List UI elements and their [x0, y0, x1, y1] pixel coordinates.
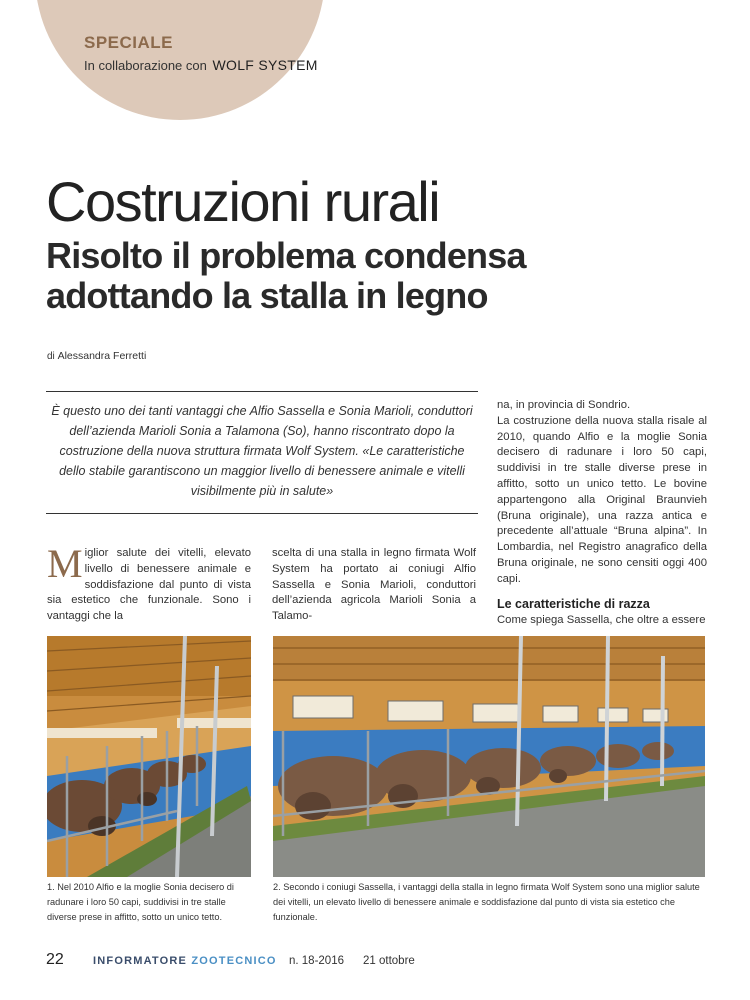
lead-paragraph: È questo uno dei tanti vantaggi che Alfio Sassella e Sonia Marioli, conduttori dell’azienda Marioli Sonia a Talamona (So), hanno riscontrato dopo la costruzione della nuova struttura firmata Wolf System. «Le caratteristiche dello stabile garantiscono un maggior livello di benessere animale e vitelli visibilmente più in salute»: [51, 404, 473, 498]
photo-barn-1: [47, 636, 251, 877]
drop-cap: M: [47, 541, 83, 586]
magazine-name: [93, 955, 277, 967]
page-number: 22: [46, 951, 64, 968]
collaboration-brand: WOLF SYSTEM: [212, 57, 318, 73]
issue-number: n. 18-2016: [289, 955, 344, 967]
body-column-3: [497, 398, 707, 628]
issue-date: 21 ottobre: [363, 955, 415, 967]
body-text-2: scelta di una stalla in legno firmata Wolf System ha portato ai coniugi Alfio Sassella e Sonia Marioli, conduttori dell’azienda agricola Marioli Sonia a Talamo-: [272, 547, 476, 623]
byline-prefix: di: [47, 351, 55, 362]
magazine-name-part1: INFORMATORE: [93, 955, 188, 967]
byline: [47, 350, 146, 362]
body-column-2: [272, 546, 476, 625]
article-title: Costruzioni rurali: [46, 170, 440, 233]
author-name: Alessandra Ferretti: [57, 350, 147, 362]
magazine-name-part2: ZOOTECNICO: [191, 955, 277, 967]
body-column-1: [47, 541, 251, 625]
body-text-1: iglior salute dei vitelli, elevato livello di benessere animale e soddisfazione dal punto di vista sia estetico che funzionale. Sono i vantaggi che la: [47, 547, 251, 623]
subheading: Le caratteristiche di razza: [497, 596, 650, 611]
photo-barn-2: [273, 636, 705, 877]
collaboration-prefix: In collaborazione con: [84, 58, 207, 73]
collaboration-line: [84, 57, 318, 73]
body-text-3a: na, in provincia di Sondrio.: [497, 399, 631, 411]
photo-caption-2: 2. Secondo i coniugi Sassella, i vantaggi della stalla in legno firmata Wolf System sono una miglior salute dei vitelli, un elevato livello di benessere animale e soddisfazione dal punto di vista sia estetico che funzionale.: [273, 882, 700, 922]
body-text-3b: La costruzione della nuova stalla risale al 2010, quando Alfio e la moglie Sonia decisero di radunare i loro 50 capi, suddivisi in tre stalle diverse prese in affitto, sotto un unico tetto. Le bovine appartengono alla Original Braunvieh (Bruna originale), una razza antica e precedente all’attuale “Bruna alpina”. In Lombardia, nel Registro anagrafico della Bruna originale, ne sono censiti oggi 400 capi.: [497, 414, 707, 585]
photo-caption-1: 1. Nel 2010 Alfio e la moglie Sonia decisero di radunare i loro 50 capi, suddivisi in tre stalle diverse prese in affitto, sotto un unico tetto.: [47, 882, 234, 922]
section-label: SPECIALE: [84, 33, 174, 52]
article-subtitle: Risolto il problema condensa adottando la stalla in legno: [46, 235, 526, 316]
body-text-3c: Come spiega Sassella, che oltre a essere: [497, 613, 706, 626]
